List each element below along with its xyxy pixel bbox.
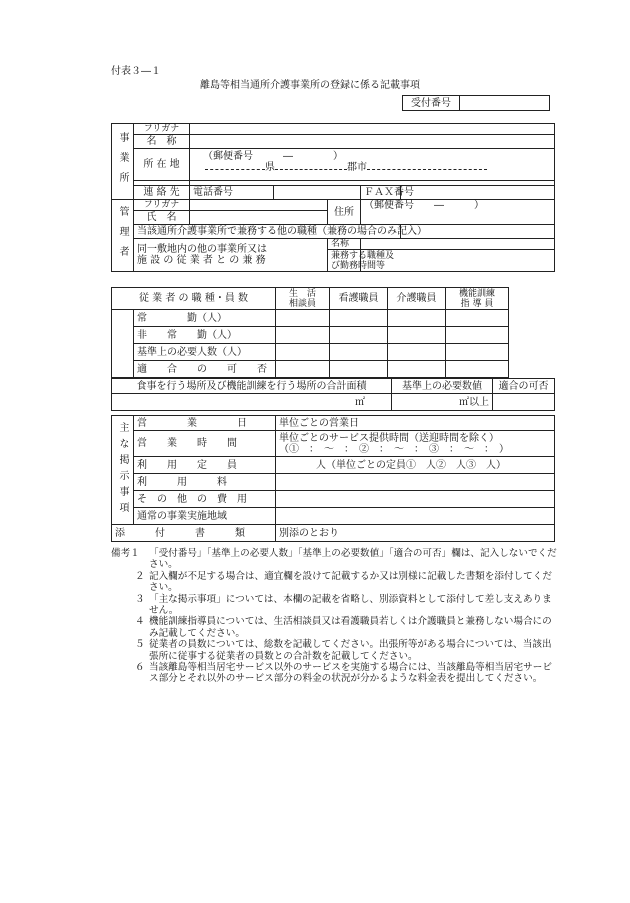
staff-row-fulltime: 常 勤（人） <box>134 310 276 327</box>
area-value-field[interactable]: ㎡ <box>112 394 392 411</box>
notes-block: 備考１ 「受付番号」「基準上の必要人数」「基準上の必要数値」「適合の可否」欄は、記入しないでください。 ２ 記入欄が不足する場合は、適宜欄を設けて記載するか又は別様に記載した書類を添付してください。 ３ 「主な掲示事項」については、本欄の記載を省略し、別添資料として添付して差し支えありません。 ４ 機能訓練指導員については、生活相談員又は看護職員若しくは介護職員と兼務しない場合にのみ記載してください。 ５ 従業者の員数については、総数を記載してください。出張所等がある場合については、当該出張所に従事する従業者の員数との合計数を記載してください。 ６ 当該離島等相当居宅サービス以外のサービスを実施する場合には、当該離島等相当居宅サービス部分とそれ以外のサービス部分の料金の状況が分かるような料金表を提出してください。 <box>111 548 557 685</box>
item-value-area[interactable] <box>276 508 555 525</box>
office-furigana-label: フリガナ <box>134 124 190 135</box>
manager-name-label: 氏 名 <box>134 211 190 225</box>
office-contact-label: 連 絡 先 <box>134 186 190 200</box>
area-fit-label: 適合の可否 <box>493 379 555 394</box>
office-furigana-field[interactable] <box>190 124 555 135</box>
staff-col-counselor: 生 活 相談員 <box>276 288 330 310</box>
item-label-other-costs: そ の 他 の 費 用 <box>134 491 276 508</box>
manager-job-time-label: 兼務する職種及 び勤務時間等 <box>328 250 361 272</box>
office-phone-field[interactable] <box>274 186 361 200</box>
manager-other-job-label: 当該通所介護事業所で兼務する他の職種（兼務の場合のみ記入） <box>134 225 401 239</box>
office-name-label: 名 称 <box>134 135 190 149</box>
manager-address-field[interactable] <box>361 200 555 225</box>
manager-facility-name-field[interactable] <box>361 239 555 250</box>
area-fit-field[interactable] <box>493 394 555 411</box>
appendix-label: 付表３―１ <box>111 66 161 77</box>
area-required-label: 基準上の必要数値 <box>392 379 493 394</box>
office-postal: （郵便番号 ― ） <box>203 151 343 162</box>
item-label-area: 通常の事業実施地域 <box>134 508 276 525</box>
area-table <box>111 378 555 411</box>
manager-name-field[interactable] <box>190 211 328 225</box>
item-value-hours[interactable]: 単位ごとのサービス提供時間（送迎時間を除く） （① ： ～ ： ② ： ～ ： ③ ： ～ ： ） <box>276 431 555 457</box>
receipt-label: 受付番号 <box>403 96 460 111</box>
note-text-6: 当該離島等相当居宅サービス以外のサービスを実施する場合には、当該離島等相当居宅サービス部分とそれ以外のサービス部分の料金の状況が分かるような料金表を提出してください。 <box>149 662 552 685</box>
manager-postal: （郵便番号 ― ） <box>364 200 484 211</box>
note-text-2: 記入欄が不足する場合は、適宜欄を設けて記載するか又は別様に記載した書類を添付してください。 <box>149 570 552 594</box>
items-table <box>111 415 555 542</box>
item-label-hours: 営 業 時 間 <box>134 431 276 457</box>
staff-row-required: 基準上の必要人数（人） <box>134 344 276 361</box>
staff-heading: 従 業 者 の 職 種・員 数 <box>112 288 276 310</box>
area-label: 食事を行う場所及び機能訓練を行う場所の合計面積 <box>112 379 392 394</box>
staff-table <box>111 287 509 378</box>
staff-col-nurse: 看護職員 <box>330 288 388 310</box>
office-phone-label: 電話番号 <box>190 186 274 200</box>
item-value-other-costs[interactable] <box>276 491 555 508</box>
notes-head: 備考１ <box>111 548 140 559</box>
office-city-label: 郡市 <box>347 162 367 173</box>
item-label-capacity: 利 用 定 員 <box>134 457 276 474</box>
staff-row-parttime: 非 常 勤（人） <box>134 327 276 344</box>
note-text-1: 「受付番号」「基準上の必要人数」「基準上の必要数値」「適合の可否」欄は、記入しないでください。 <box>149 548 557 571</box>
items-section-label: 主な掲示事項 <box>112 416 134 525</box>
office-fax-field[interactable] <box>401 186 555 200</box>
staff-row-fit: 適 合 の 可 否 <box>134 361 276 378</box>
office-manager-table <box>111 123 555 272</box>
manager-address-label: 住所 <box>328 200 361 225</box>
receipt-number-field[interactable] <box>460 96 550 111</box>
note-text-3: 「主な掲示事項」については、本欄の記載を省略し、別添資料として添付して差し支えありません。 <box>149 593 552 617</box>
office-name-field[interactable] <box>190 135 555 149</box>
item-label-days: 営 業 日 <box>134 416 276 431</box>
item-label-fee: 利 用 料 <box>134 474 276 491</box>
manager-section-label: 管理者 <box>112 200 134 272</box>
manager-facility-name-label: 名称 <box>328 239 361 250</box>
office-address-label: 所 在 地 <box>134 149 190 181</box>
office-fax-label: ＦＡＸ番号 <box>361 186 401 200</box>
note-text-5: 従業者の員数については、総数を記載してください。出張所等がある場合については、当該出張所に従事する従業者の員数との合計数を記載してください。 <box>149 639 552 662</box>
item-value-fee[interactable] <box>276 474 555 491</box>
attach-label: 添 付 書 類 <box>112 525 276 542</box>
note-text-4: 機能訓練指導員については、生活相談員又は看護職員若しくは介護職員と兼務しない場合にのみ記載してください。 <box>149 616 552 639</box>
form-title: 離島等相当通所介護事業所の登録に係る記載事項 <box>200 80 420 91</box>
manager-furigana-label: フリガナ <box>134 200 190 211</box>
item-value-days[interactable]: 単位ごとの営業日 <box>276 416 555 431</box>
attach-value: 別添のとおり <box>276 525 555 542</box>
office-section-label: 事業所 <box>112 124 134 200</box>
office-pref-label: 県 <box>265 162 275 173</box>
staff-col-caregiver: 介護職員 <box>388 288 446 310</box>
office-address-field[interactable] <box>190 149 555 181</box>
item-value-capacity[interactable]: 人（単位ごとの定員① 人② 人③ 人） <box>276 457 555 474</box>
manager-furigana-field[interactable] <box>190 200 328 211</box>
area-required-field[interactable]: ㎡以上 <box>392 394 493 411</box>
manager-other-facility-label: 同一敷地内の他の事業所又は 施 設 の 従 業 者 と の 兼 務 <box>134 239 328 272</box>
receipt-box <box>402 95 550 111</box>
staff-col-trainer: 機能訓練 指 導 員 <box>446 288 509 310</box>
